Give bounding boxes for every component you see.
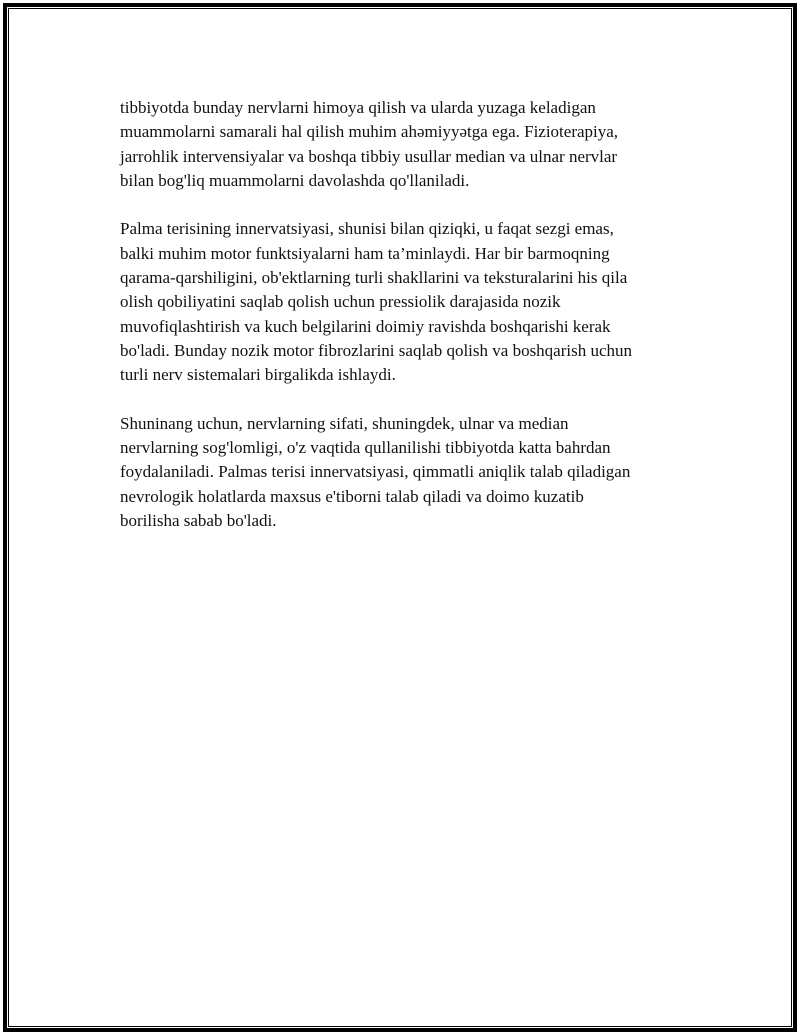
page-frame <box>3 3 797 1032</box>
text-line: nervlarning sog'lomligi, o'z vaqtida qullanilishi tibbiyotda katta bahrdan <box>120 438 611 458</box>
text-line: bo'ladi. Bunday nozik motor fibrozlarini saqlab qolish va boshqarish uchun <box>120 340 633 360</box>
text-line: foydalaniladi. Palmas terisi innervatsiyasi, qimmatli aniqlik talab qiladigan <box>120 462 631 482</box>
text-line: Palma terisining innervatsiyasi, shunisi bilan qiziqki, u faqat sezgi emas, <box>120 219 614 239</box>
text-line: qarama-qarshiligini, ob'ektlarning turli shakllarini va teksturalarini his qila <box>120 268 628 288</box>
text-line: turli nerv sistemalari birgalikda ishlaydi. <box>120 365 396 385</box>
document-body <box>120 96 680 558</box>
text-line: borilisha sabab bo'ladi. <box>120 511 277 531</box>
paragraph-2 <box>120 217 680 387</box>
text-line: bilan bog'liq muammolarni davolashda qo'llaniladi. <box>120 170 470 190</box>
text-line: nevrologik holatlarda maxsus e'tiborni talab qiladi va doimo kuzatib <box>120 486 584 506</box>
text-line: tibbiyotda bunday nervlarni himoya qilish va ularda yuzaga keladigan <box>120 98 596 117</box>
text-line: Shuninang uchun, nervlarning sifati, shuningdek, ulnar va median <box>120 413 569 433</box>
paragraph-3 <box>120 412 680 533</box>
paragraph-1 <box>120 96 680 193</box>
text-line: balki muhim motor funktsiyalarni ham ta’minlaydi. Har bir barmoqning <box>120 243 610 263</box>
text-line: muammolarni samarali hal qilish muhim ahəmiyyətga ega. Fizioterapiya, <box>120 122 619 142</box>
text-line: jarrohlik intervensiyalar va boshqa tibbiy usullar median va ulnar nervlar <box>120 146 618 166</box>
text-line: olish qobiliyatini saqlab qolish uchun pressiolik darajasida nozik <box>120 292 561 312</box>
text-line: muvofiqlashtirish va kuch belgilarini doimiy ravishda boshqarishi kerak <box>120 316 611 336</box>
